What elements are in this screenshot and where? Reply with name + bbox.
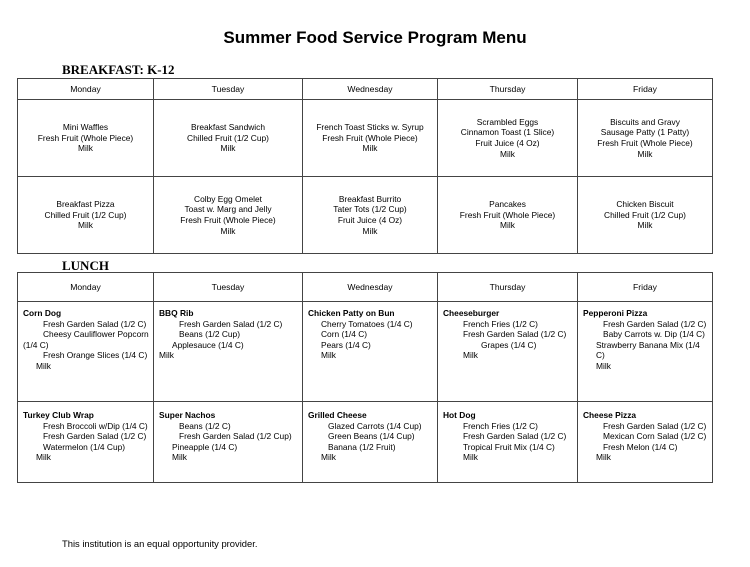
lunch-day-friday: Friday: [578, 273, 713, 302]
lunch-side-item: Baby Carrots w. Dip (1/4 C): [603, 329, 705, 340]
lunch-menu-cell: [438, 302, 578, 402]
lunch-menu-cell: [154, 302, 303, 402]
lunch-side-item: Fresh Orange Slices (1/4 C): [43, 350, 148, 361]
breakfast-menu-item: Chicken Biscuit: [616, 199, 674, 210]
footer-notice: This institution is an equal opportunity provider.: [62, 538, 258, 549]
lunch-menu-cell: [154, 402, 303, 483]
lunch-side-item: Milk: [36, 452, 51, 463]
breakfast-menu-cell: [154, 100, 303, 177]
lunch-side-item: Milk: [321, 350, 336, 361]
breakfast-menu-item: Chilled Fruit (1/2 Cup): [44, 209, 127, 220]
lunch-side-item: French Fries (1/2 C): [463, 420, 538, 431]
breakfast-header-row: [18, 79, 713, 100]
lunch-side-item: Corn (1/4 C): [321, 329, 368, 340]
lunch-side-item: Milk: [596, 452, 611, 463]
breakfast-menu-item: Fresh Fruit (Whole Piece): [322, 132, 418, 143]
lunch-menu-cell: [303, 302, 438, 402]
lunch-side-item: Fresh Garden Salad (1/2 C): [603, 318, 707, 329]
lunch-side-item: Mexican Corn Salad (1/2 C): [603, 431, 707, 442]
lunch-side-item: (1/4 C): [23, 339, 49, 350]
breakfast-day-monday: Monday: [18, 79, 154, 100]
breakfast-menu-item: Biscuits and Gravy: [610, 116, 680, 127]
lunch-menu-cell: [578, 402, 713, 483]
lunch-side-item: Fresh Broccoli w/Dip (1/4 C): [43, 420, 148, 431]
lunch-side-item: Milk: [159, 350, 174, 361]
lunch-heading: LUNCH: [62, 258, 109, 273]
page-title: Summer Food Service Program Menu: [223, 28, 527, 47]
breakfast-menu-item: Milk: [500, 148, 515, 159]
lunch-side-item: Fresh Garden Salad (1/2 C): [603, 420, 707, 431]
breakfast-menu-cell: [303, 177, 438, 254]
breakfast-heading: BREAKFAST: K-12: [62, 62, 175, 77]
breakfast-menu-item: Milk: [362, 143, 378, 154]
breakfast-menu-cell: [578, 100, 713, 177]
lunch-side-item: Applesauce (1/4 C): [172, 339, 244, 350]
lunch-entree: Chicken Patty on Bun: [308, 308, 395, 318]
breakfast-menu-item: Milk: [220, 143, 236, 154]
lunch-side-item: Fresh Garden Salad (1/2 C): [43, 318, 147, 329]
breakfast-menu-item: Fresh Fruit (Whole Piece): [180, 215, 276, 225]
lunch-side-item: Milk: [36, 360, 51, 371]
breakfast-menu-item: Chilled Fruit (1/2 Cup): [604, 209, 686, 220]
breakfast-menu-item: Breakfast Pizza: [56, 199, 115, 210]
lunch-entree: Turkey Club Wrap: [23, 410, 94, 420]
lunch-menu-cell: [303, 402, 438, 483]
breakfast-menu-item: Breakfast Burrito: [338, 193, 402, 204]
lunch-side-item: Milk: [463, 452, 478, 463]
lunch-side-item: Milk: [463, 350, 478, 361]
breakfast-menu-item: Scrambled Eggs: [476, 116, 539, 127]
breakfast-menu-item: Milk: [362, 225, 378, 236]
lunch-menu-cell: [18, 402, 154, 483]
lunch-side-item: Fresh Garden Salad (1/2 C): [463, 329, 567, 340]
breakfast-menu-item: Milk: [78, 220, 93, 231]
lunch-header-row: [18, 273, 713, 302]
breakfast-menu-item: Fruit Juice (4 Oz): [337, 215, 403, 225]
lunch-entree: Super Nachos: [159, 410, 216, 420]
lunch-entree: Cheeseburger: [443, 308, 500, 318]
lunch-entree: Corn Dog: [23, 308, 62, 318]
lunch-entree: Grilled Cheese: [308, 410, 367, 420]
lunch-side-item: Fresh Garden Salad (1/2 C): [463, 431, 567, 442]
lunch-side-item: Grapes (1/4 C): [481, 339, 537, 350]
breakfast-day-tuesday: Tuesday: [154, 79, 303, 100]
lunch-side-item: Fresh Melon (1/4 C): [603, 441, 678, 452]
breakfast-menu-item: Toast w. Marg and Jelly: [184, 204, 272, 215]
lunch-side-item: Glazed Carrots (1/4 Cup): [328, 420, 422, 431]
lunch-day-monday: Monday: [18, 273, 154, 302]
lunch-menu-table: [17, 272, 713, 483]
breakfast-day-thursday: Thursday: [438, 79, 578, 100]
lunch-side-item: Milk: [596, 360, 611, 371]
breakfast-menu-item: Fresh Fruit (Whole Piece): [37, 132, 134, 143]
breakfast-menu-item: Fruit Juice (4 Oz): [475, 138, 540, 148]
lunch-side-item: Beans (1/2 Cup): [179, 329, 240, 340]
lunch-side-item: Tropical Fruit Mix (1/4 C): [463, 441, 555, 452]
breakfast-menu-item: Fresh Fruit (Whole Piece): [459, 209, 556, 220]
breakfast-menu-cell: [18, 100, 154, 177]
breakfast-menu-cell: [438, 177, 578, 254]
breakfast-menu-item: Pancakes: [489, 199, 526, 210]
breakfast-menu-item: Milk: [78, 143, 93, 154]
lunch-day-wednesday: Wednesday: [303, 273, 438, 302]
breakfast-day-wednesday: Wednesday: [303, 79, 438, 100]
lunch-entree: Cheese Pizza: [583, 410, 637, 420]
lunch-side-item: Milk: [172, 452, 187, 463]
lunch-side-item: Fresh Garden Salad (1/2 Cup): [179, 431, 292, 442]
breakfast-menu-item: Chilled Fruit (1/2 Cup): [187, 132, 269, 143]
lunch-side-item: Cheesy Cauliflower Popcorn: [43, 329, 149, 340]
lunch-side-item: Banana (1/2 Fruit): [328, 441, 396, 452]
breakfast-menu-item: Milk: [637, 148, 653, 159]
breakfast-menu-item: Sausage Patty (1 Patty): [600, 127, 690, 138]
breakfast-menu-item: French Toast Sticks w. Syrup: [316, 122, 424, 133]
breakfast-week-row: [18, 177, 713, 254]
lunch-side-item: French Fries (1/2 C): [463, 318, 538, 329]
lunch-side-item: Pears (1/4 C): [321, 339, 371, 350]
lunch-side-item: Fresh Garden Salad (1/2 C): [43, 431, 147, 442]
lunch-week-row: [18, 402, 713, 483]
lunch-day-thursday: Thursday: [438, 273, 578, 302]
breakfast-menu-item: Milk: [500, 220, 515, 231]
lunch-side-item: Fresh Garden Salad (1/2 C): [179, 318, 283, 329]
lunch-menu-cell: [438, 402, 578, 483]
lunch-side-item: Watermelon (1/4 Cup): [43, 441, 126, 452]
breakfast-menu-cell: [154, 177, 303, 254]
lunch-entree: Pepperoni Pizza: [583, 308, 648, 318]
breakfast-menu-cell: [578, 177, 713, 254]
lunch-side-item: Beans (1/2 C): [179, 420, 231, 431]
lunch-side-item: Cherry Tomatoes (1/4 C): [321, 318, 413, 329]
breakfast-menu-table: [17, 78, 713, 254]
lunch-menu-cell: [18, 302, 154, 402]
breakfast-menu-item: Breakfast Sandwich: [190, 122, 266, 133]
lunch-side-item: Strawberry Banana Mix (1/4 C): [596, 339, 700, 361]
breakfast-menu-item: Tater Tots (1/2 Cup): [333, 204, 407, 215]
breakfast-menu-item: Milk: [637, 220, 653, 231]
lunch-side-item: Pineapple (1/4 C): [172, 441, 238, 452]
breakfast-menu-cell: [438, 100, 578, 177]
lunch-entree: Hot Dog: [443, 410, 476, 420]
breakfast-menu-cell: [303, 100, 438, 177]
lunch-side-item: Milk: [321, 452, 336, 463]
lunch-menu-cell: [578, 302, 713, 402]
lunch-week-row: [18, 302, 713, 402]
breakfast-menu-cell: [18, 177, 154, 254]
breakfast-menu-item: Fresh Fruit (Whole Piece): [597, 138, 693, 148]
breakfast-menu-item: Mini Waffles: [62, 122, 109, 133]
breakfast-menu-item: Cinnamon Toast (1 Slice): [460, 127, 555, 138]
lunch-entree: BBQ Rib: [159, 308, 194, 318]
breakfast-menu-item: Milk: [220, 225, 236, 236]
lunch-day-tuesday: Tuesday: [154, 273, 303, 302]
lunch-side-item: Green Beans (1/4 Cup): [328, 431, 415, 442]
breakfast-menu-item: Colby Egg Omelet: [194, 193, 262, 204]
breakfast-day-friday: Friday: [578, 79, 713, 100]
breakfast-week-row: [18, 100, 713, 177]
